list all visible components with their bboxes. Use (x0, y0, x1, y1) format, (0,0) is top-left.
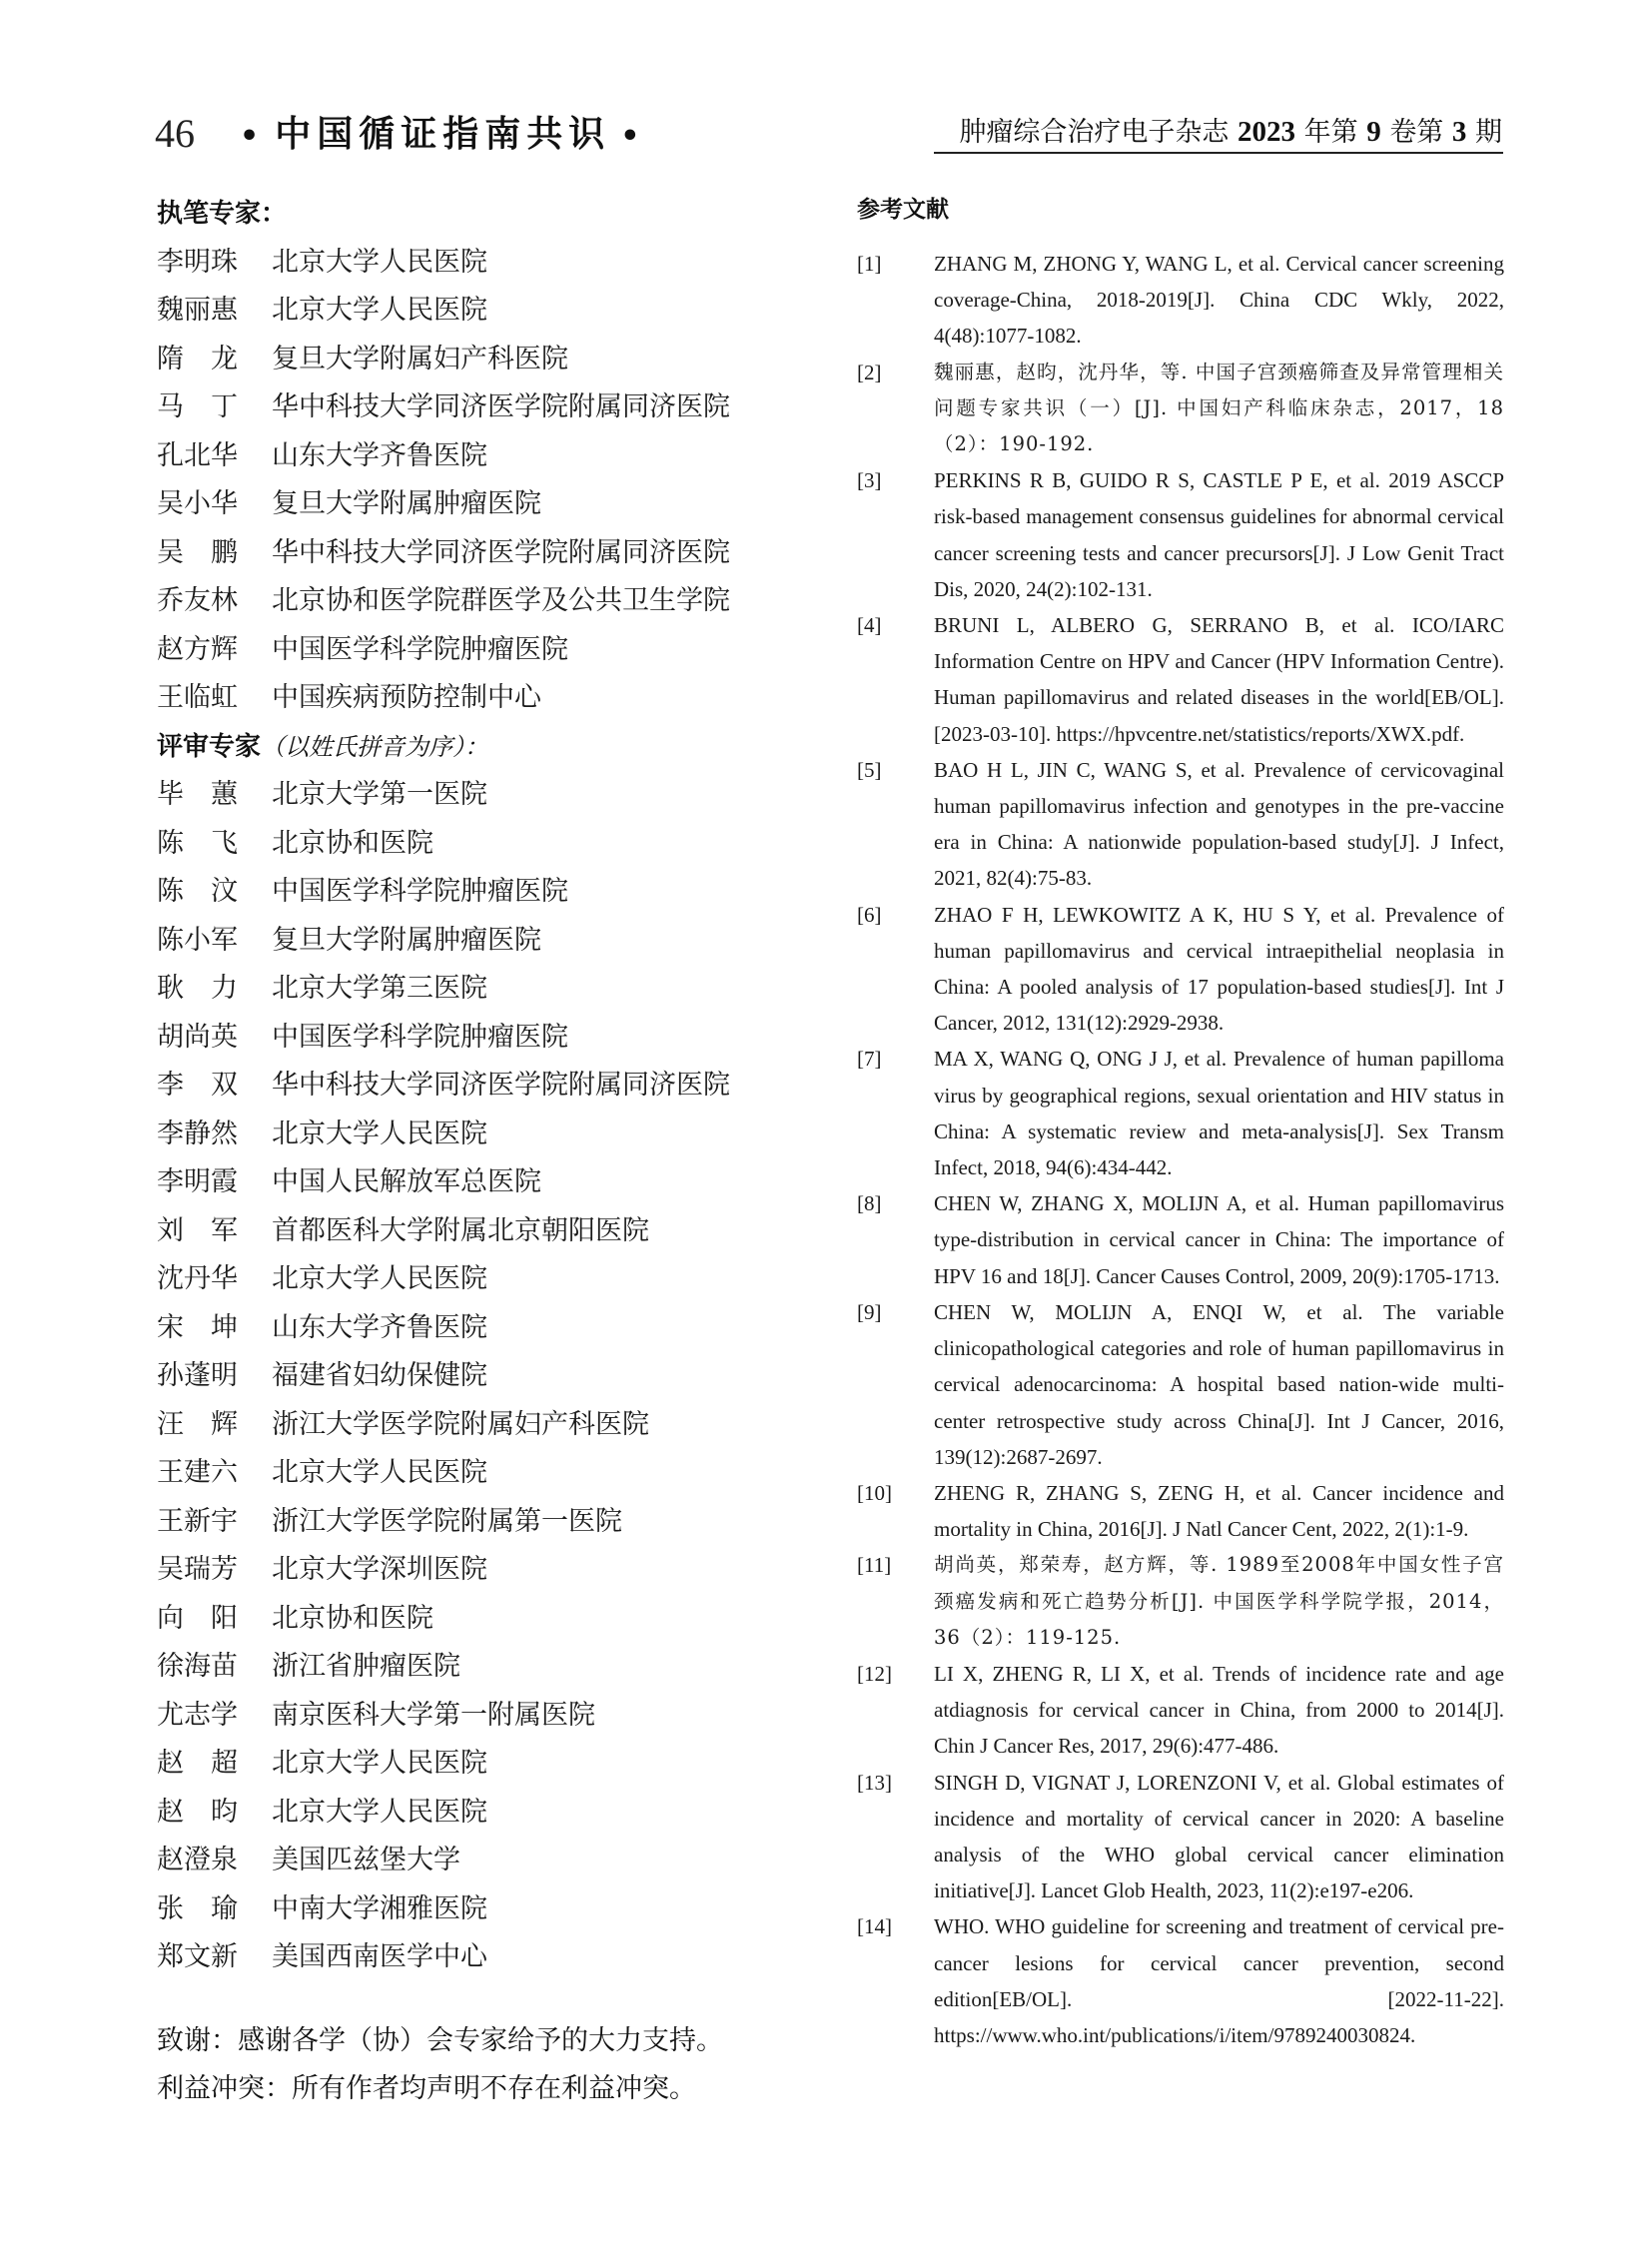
expert-name: 沈丹华 (157, 1263, 238, 1294)
expert-row (157, 626, 796, 675)
expert-institution: 北京大学人民医院 (272, 1118, 487, 1149)
reference-number: [14] (857, 1914, 892, 1939)
expert-institution: 福建省妇幼保健院 (272, 1360, 487, 1391)
expert-name: 孔北华 (157, 439, 238, 471)
column-title-text: 中国循证指南共识 (275, 113, 611, 155)
reference-number: [9] (857, 1299, 882, 1324)
expert-row (157, 336, 796, 384)
review-experts-title (157, 723, 796, 772)
expert-institution: 山东大学齐鲁医院 (272, 439, 487, 471)
expert-institution: 北京大学人民医院 (272, 1457, 487, 1488)
expert-name: 宋 坤 (157, 1311, 238, 1343)
reference-number: [13] (857, 1770, 892, 1795)
reference-text: BRUNI L, ALBERO G, SERRANO B, et al. ICO/IARC Information Centre on HPV and Cancer (HPV Information Centre). Human papillomavirus and related diseases in the world[EB/OL]. [2023-03-10]. https://hpvcentre.net/statistics/reports/XWX.pdf. (934, 613, 1504, 746)
expert-name: 耿 力 (157, 973, 238, 1004)
reference-text: ZHANG M, ZHONG Y, WANG L, et al. Cervical cancer screening coverage-China, 2018-2019[J]. China CDC Wkly, 2022, 4(48):1077-1082. (934, 252, 1504, 349)
expert-institution: 中国医学科学院肿瘤医院 (272, 633, 568, 665)
expert-institution: 首都医科大学附属北京朝阳医院 (272, 1214, 649, 1246)
expert-institution: 美国西南医学中心 (272, 1941, 487, 1972)
review-experts-note: （以姓氏拼音为序）： (261, 732, 489, 761)
expert-name: 徐海苗 (157, 1651, 238, 1682)
reference-number: [2] (857, 360, 882, 384)
reference-item (857, 752, 1504, 897)
expert-institution: 北京大学深圳医院 (272, 1554, 487, 1585)
expert-institution: 浙江省肿瘤医院 (272, 1651, 460, 1682)
reference-number: [6] (857, 902, 882, 927)
expert-row (157, 1352, 796, 1401)
expert-name: 李静然 (157, 1118, 238, 1149)
expert-name: 陈 飞 (157, 827, 238, 859)
expert-institution: 北京大学第三医院 (272, 973, 487, 1004)
expert-name: 王临虹 (157, 682, 238, 713)
journal-volume: 9 (1366, 116, 1381, 148)
expert-name: 毕 蕙 (157, 779, 238, 810)
expert-institution: 复旦大学附属肿瘤医院 (272, 488, 541, 519)
expert-name: 赵方辉 (157, 633, 238, 665)
reference-list (857, 246, 1504, 2053)
reference-item (857, 1765, 1504, 1909)
expert-row (157, 480, 796, 529)
expert-name: 赵澄泉 (157, 1845, 238, 1875)
expert-name: 孙蓬明 (157, 1360, 238, 1391)
expert-row (157, 239, 796, 288)
reference-number: [7] (857, 1047, 882, 1072)
expert-institution: 浙江大学医学院附属第一医院 (272, 1505, 622, 1537)
reference-number: [8] (857, 1191, 882, 1216)
reference-text: LI X, ZHENG R, LI X, et al. Trends of incidence rate and age atdiagnosis for cervical cancer in China, from 2000 to 2014[J]. Chin J Cancer Res, 2017, 29(6):477-486. (934, 1661, 1504, 1759)
expert-institution: 北京协和医学院群医学及公共卫生学院 (272, 585, 730, 616)
expert-name: 向 阳 (157, 1602, 238, 1634)
expert-row (157, 383, 796, 432)
expert-name: 乔友林 (157, 585, 238, 616)
expert-institution: 华中科技大学同济医学院附属同济医院 (272, 1070, 730, 1101)
expert-name: 吴小华 (157, 488, 238, 519)
conflict-of-interest: 利益冲突：所有作者均声明不存在利益冲突。 (157, 2073, 696, 2104)
expert-row (157, 771, 796, 820)
column-title (230, 110, 655, 161)
expert-institution: 浙江大学医学院附属妇产科医院 (272, 1408, 649, 1440)
journal-name: 肿瘤综合治疗电子杂志 (959, 117, 1230, 148)
expert-row (157, 868, 796, 917)
reference-text: ZHENG R, ZHANG S, ZENG H, et al. Cancer incidence and mortality in China, 2016[J]. J Natl Cancer Cent, 2022, 2(1):1-9. (934, 1480, 1504, 1542)
reference-item (857, 462, 1504, 607)
expert-name: 张 瑜 (157, 1892, 238, 1924)
reference-number: [11] (857, 1553, 892, 1578)
expert-name: 吴 鹏 (157, 536, 238, 568)
expert-row (157, 1933, 796, 1982)
expert-row (157, 820, 796, 869)
reference-item (857, 1041, 1504, 1185)
writing-experts-list (157, 239, 796, 723)
expert-row (157, 1789, 796, 1838)
reference-number: [5] (857, 757, 882, 782)
review-experts-title-text: 评审专家 (157, 731, 262, 762)
reference-text: CHEN W, ZHANG X, MOLIJN A, et al. Human papillomavirus type-distribution in cervical cancer in China: The importance of HPV 16 and 18[J]. Cancer Causes Control, 2009, 20(9):1705-1713. (934, 1191, 1504, 1288)
expert-name: 陈小军 (157, 924, 238, 956)
expert-row (157, 1546, 796, 1595)
reference-text: ZHAO F H, LEWKOWITZ A K, HU S Y, et al. Prevalence of human papillomavirus and cervical intraepithelial neoplasia in China: A pooled analysis of 17 population-based studies[J]. Int J Cancer, 2012, 131(12):2929-2938. (934, 902, 1504, 1036)
expert-row (157, 1740, 796, 1789)
expert-row (157, 1111, 796, 1159)
expert-name: 王建六 (157, 1457, 238, 1488)
expert-institution: 北京大学人民医院 (272, 246, 487, 278)
expert-institution: 北京大学人民医院 (272, 1796, 487, 1828)
expert-institution: 北京协和医院 (272, 827, 433, 859)
expert-institution: 北京大学第一医院 (272, 779, 487, 810)
expert-institution: 中国人民解放军总医院 (272, 1166, 541, 1197)
bullet-icon: • (620, 119, 646, 154)
reference-item (857, 1908, 1504, 2053)
reference-text: 魏丽惠，赵昀，沈丹华，等. 中国子宫颈癌筛查及异常管理相关问题专家共识（一）[J]. 中国妇产科临床杂志，2017，18（2）：190-192. (934, 360, 1504, 456)
expert-row (157, 1255, 796, 1304)
reference-item (857, 1656, 1504, 1765)
reference-item (857, 897, 1504, 1042)
journal-info (959, 112, 1502, 153)
reference-number: [1] (857, 252, 882, 276)
expert-name: 吴瑞芳 (157, 1554, 238, 1585)
reference-item (857, 1185, 1504, 1294)
references-column (857, 190, 1504, 2053)
expert-name: 郑文新 (157, 1941, 238, 1972)
expert-row (157, 1449, 796, 1498)
expert-row (157, 287, 796, 336)
expert-institution: 华中科技大学同济医学院附属同济医院 (272, 536, 730, 568)
bullet-icon: • (240, 119, 266, 154)
reference-item (857, 1547, 1504, 1656)
expert-name: 魏丽惠 (157, 295, 238, 326)
footer-notes (157, 2017, 723, 2113)
expert-row (157, 1643, 796, 1692)
expert-name: 王新宇 (157, 1505, 238, 1537)
acknowledgement: 致谢：感谢各学（协）会专家给予的大力支持。 (157, 2025, 723, 2056)
expert-institution: 中国医学科学院肿瘤医院 (272, 876, 568, 907)
journal-issue: 3 (1451, 116, 1467, 148)
expert-institution: 山东大学齐鲁医院 (272, 1311, 487, 1343)
reference-number: [10] (857, 1480, 892, 1505)
expert-row (157, 1158, 796, 1207)
reference-text: MA X, WANG Q, ONG J J, et al. Prevalence of human papilloma virus by geographical regions, sexual orientation and HIV status in China: A systematic review and meta-analysis[J]. Sex Transm Infect, 2018, 94(6):434-442. (934, 1047, 1504, 1180)
reference-item (857, 1294, 1504, 1475)
reference-item (857, 607, 1504, 752)
expert-row (157, 529, 796, 578)
journal-issue-suffix: 期 (1475, 117, 1502, 148)
expert-institution: 北京大学人民医院 (272, 295, 487, 326)
expert-name: 马 丁 (157, 391, 238, 422)
header-divider (934, 152, 1503, 154)
journal-year: 2023 (1238, 116, 1296, 148)
expert-name: 赵 超 (157, 1748, 238, 1779)
expert-row (157, 1692, 796, 1741)
expert-institution: 华中科技大学同济医学院附属同济医院 (272, 391, 730, 422)
expert-row (157, 1062, 796, 1111)
expert-row (157, 1837, 796, 1885)
expert-name: 李 双 (157, 1070, 238, 1101)
expert-institution: 中国医学科学院肿瘤医院 (272, 1021, 568, 1053)
expert-row (157, 1207, 796, 1256)
expert-institution: 南京医科大学第一附属医院 (272, 1699, 595, 1731)
expert-row (157, 1595, 796, 1644)
reference-number: [4] (857, 613, 882, 638)
reference-number: [12] (857, 1661, 892, 1686)
expert-row (157, 965, 796, 1014)
expert-name: 尤志学 (157, 1699, 238, 1731)
expert-row (157, 917, 796, 966)
reference-text: CHEN W, MOLIJN A, ENQI W, et al. The variable clinicopathological categories and role of human papillomavirus in cervical adenocarcinoma: A hospital based nation-wide multi-center retrospective study across China[J]. Int J Cancer, 2016, 139(12):2687-2697. (934, 1299, 1504, 1469)
expert-row (157, 674, 796, 723)
expert-name: 隋 龙 (157, 343, 238, 374)
expert-name: 赵 昀 (157, 1796, 238, 1828)
expert-institution: 北京大学人民医院 (272, 1748, 487, 1779)
expert-row (157, 1014, 796, 1063)
expert-row (157, 1885, 796, 1934)
expert-name: 陈 汶 (157, 876, 238, 907)
writing-experts-title: 执笔专家： (157, 199, 288, 229)
experts-column (157, 190, 796, 1982)
page-header (0, 0, 1652, 160)
expert-institution: 中国疾病预防控制中心 (272, 682, 541, 713)
reference-item (857, 246, 1504, 355)
expert-name: 李明珠 (157, 246, 238, 278)
expert-row (157, 432, 796, 481)
reference-text: BAO H L, JIN C, WANG S, et al. Prevalence of cervicovaginal human papillomavirus infection and genotypes in the pre-vaccine era in China: A nationwide population-based study[J]. J Infect, 2021, 82(4):75-83. (934, 757, 1504, 891)
references-title: 参考文献 (857, 197, 949, 223)
expert-institution: 美国匹兹堡大学 (272, 1845, 460, 1875)
reference-text: PERKINS R B, GUIDO R S, CASTLE P E, et al. 2019 ASCCP risk-based management consensus guidelines for abnormal cervical cancer screening tests and cancer precursors[J]. J Low Genit Tract Dis, 2020, 24(2):102-131. (934, 468, 1504, 601)
reference-text: 胡尚英，郑荣寿，赵方辉，等. 1989至2008年中国女性子宫颈癌发病和死亡趋势分析[J]. 中国医学科学院学报，2014，36（2）：119-125. (934, 1553, 1504, 1649)
expert-row (157, 1401, 796, 1450)
expert-row (157, 1498, 796, 1547)
expert-institution: 复旦大学附属肿瘤医院 (272, 924, 541, 956)
expert-name: 李明霞 (157, 1166, 238, 1197)
expert-institution: 北京大学人民医院 (272, 1263, 487, 1294)
reference-item (857, 1475, 1504, 1547)
review-experts-list (157, 771, 796, 1982)
expert-row (157, 1304, 796, 1353)
expert-name: 胡尚英 (157, 1021, 238, 1053)
reference-item (857, 355, 1504, 463)
journal-volume-suffix: 卷第 (1389, 117, 1444, 148)
reference-number: [3] (857, 468, 882, 493)
expert-institution: 北京协和医院 (272, 1602, 433, 1634)
reference-text: SINGH D, VIGNAT J, LORENZONI V, et al. Global estimates of incidence and mortality of cervical cancer in 2020: A baseline analysis of the WHO global cervical cancer elimination initiative[J]. Lancet Glob Health, 2023, 11(2):e197-e206. (934, 1770, 1504, 1903)
expert-name: 刘 军 (157, 1214, 238, 1246)
journal-year-suffix: 年第 (1303, 117, 1358, 148)
expert-institution: 复旦大学附属妇产科医院 (272, 343, 568, 374)
expert-institution: 中南大学湘雅医院 (272, 1892, 487, 1924)
expert-name: 汪 辉 (157, 1408, 238, 1440)
page-number: 46 (155, 111, 195, 156)
expert-row (157, 577, 796, 626)
reference-text: WHO. WHO guideline for screening and treatment of cervical pre-cancer lesions for cervical cancer prevention, second edition[EB/OL]. [2022-11-22]. https://www.who.int/publications/i/item/9789240030824. (934, 1914, 1504, 2047)
